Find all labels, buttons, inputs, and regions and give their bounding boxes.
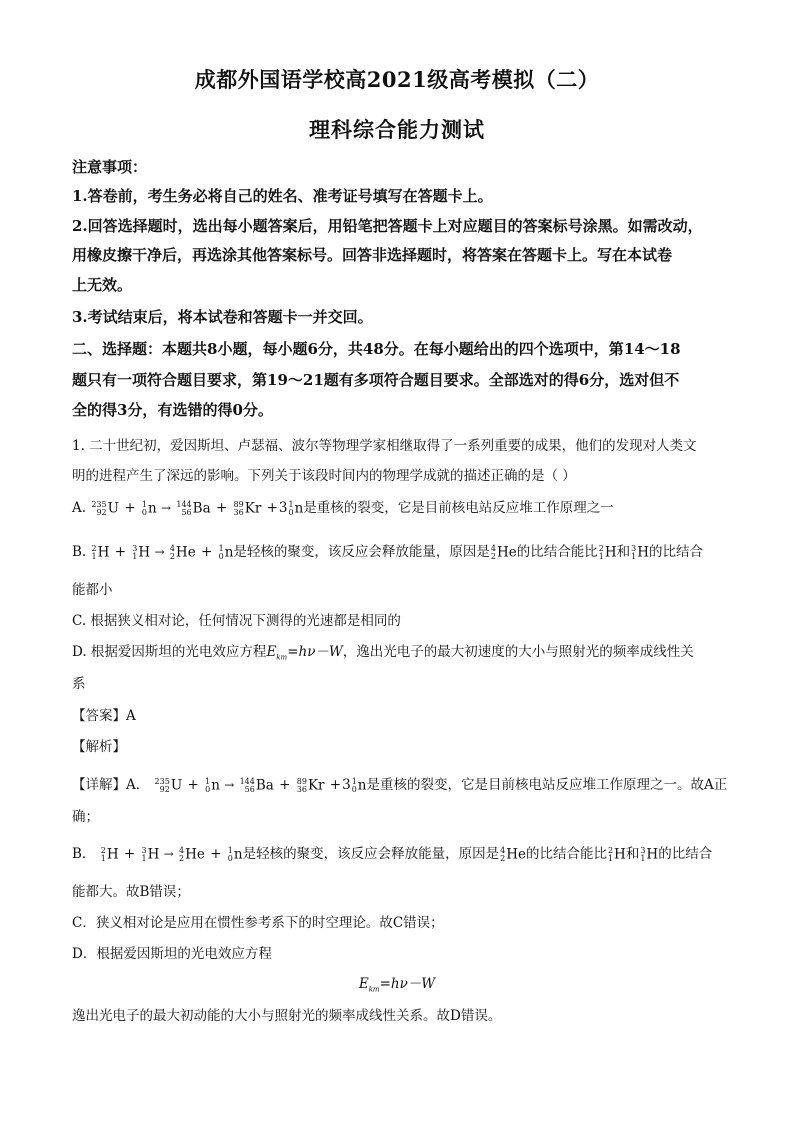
exam-title: 成都外国语学校高2021级高考模拟（二） [194,67,600,92]
option-d: D. 根据爱因斯坦的光电效应方程$E_{km}=h\nu-W$，逸出光电子的最大初速度的大小与照射光的频率成线性关 [72,644,694,662]
exam-subtitle: 理科综合能力测试 [309,117,485,142]
nuclide-he4: 4 2 He [169,543,196,561]
notice-item-2-line-2: 用橡皮擦干净后，再选涂其他答案标号。回答非选择题时，将答案在答题卡上。写在本试卷 [72,246,673,264]
section-instructions-line-2: 题只有一项符合题目要求，第19～21题有多项符合题目要求。全部选对的得6分，选对但不 [72,371,680,389]
nuclide-h2: 2 1 H [91,543,110,561]
option-b-line-2: 能都小 [72,582,113,598]
detail-d-conclusion: 逸出光电子的最大初动能的大小与照射光的频率成线性关系。故D错误。 [72,1008,502,1024]
formula-ekm: $E_{km}=h\nu-W$ [358,976,436,994]
nuclide-h2: 2 1 H [607,845,626,863]
nuclide-neutron: 1 0 n [141,499,157,517]
section-instructions-line-3: 全的得3分，有选错的得0分。 [72,401,273,419]
nuclide-u235: 235 92 U [91,499,120,517]
arrow-icon: → [163,847,174,861]
nuclide-he4: 4 2 He [490,543,517,561]
nuclide-neutron: 1 0 n [351,776,367,794]
nuclide-neutron: 1 0 n [288,499,304,517]
nuclide-ba144: 144 56 Ba [239,776,274,794]
nuclide-neutron: 1 0 n [227,845,243,863]
detail-a-line-2: 确； [72,809,99,825]
nuclide-h2: 2 1 H [598,543,617,561]
detail-a: 【详解】A． 235 92 U + 1 0 n → 144 56 Ba + 89 36 Kr +3 1 0 n是重核的裂变，它是目前核电站反应堆工作原理之一。故A正 [72,776,728,794]
arrow-icon: → [154,545,165,559]
nuclide-kr89: 89 36 Kr [296,776,325,794]
nuclide-neutron: 1 0 n [218,543,234,561]
nuclide-kr89: 89 36 Kr [233,499,262,517]
option-a-prefix: A. [72,500,87,516]
analysis-label: 【解析】 [72,739,126,755]
detail-d: D．根据爱因斯坦的光电效应方程 [72,946,272,962]
nuclide-h3: 3 1 H [640,845,659,863]
arrow-icon: → [224,778,235,792]
option-d-line-2: 系 [72,676,86,692]
option-b: B. 2 1 H + 3 1 H → 4 2 He + 1 0 n是轻核的聚变，该反应会释放能量，原因是 4 2 He的比结合能比 2 1 H和 3 1 H的比结合 [72,543,703,561]
option-a-text: 是重核的裂变，它是目前核电站反应堆工作原理之一 [303,500,614,516]
question-stem-line-1: 1. 二十世纪初，爱因斯坦、卢瑟福、波尔等物理学家相继取得了一系列重要的成果，他们的发现对人类文 [72,438,697,454]
notice-item-2-line-3: 上无效。 [72,276,133,294]
nuclide-h2: 2 1 H [100,845,119,863]
arrow-icon: → [161,501,172,515]
detail-b: B． 2 1 H + 3 1 H → 4 2 He + 1 0 n是轻核的聚变，该反应会释放能量，原因是 4 2 He的比结合能比 2 1 H和 3 1 H的比结合 [72,845,713,863]
detail-c: C．狭义相对论是应用在惯性参考系下的时空理论。故C错误； [72,915,444,931]
option-a: A. 235 92 U + 1 0 n → 144 56 Ba + 89 36 Kr +3 1 0 n是重核的裂变，它是目前核电站反应堆工作原理之一 [72,499,614,517]
nuclide-h3: 3 1 H [631,543,649,561]
question-stem-line-2: 明的进程产生了深远的影响。下列关于该段时间内的物理学成就的描述正确的是（ ） [72,468,576,484]
nuclide-neutron: 1 0 n [205,776,220,794]
notice-heading: 注意事项： [72,158,148,176]
notice-item-2-line-1: 2.回答选择题时，选出每小题答案后，用铅笔把答题卡上对应题目的答案标号涂黑。如需改动， [72,217,703,235]
notice-item-1: 1.答卷前，考生务必将自己的姓名、准考证号填写在答题卡上。 [72,187,493,205]
equation-ekm: $E_{km}=h\nu-W$ [266,644,343,662]
option-c: C. 根据狭义相对论，任何情况下测得的光速都是相同的 [72,613,401,629]
nuclide-h3: 3 1 H [132,543,151,561]
nuclide-ba144: 144 56 Ba [176,499,211,517]
option-b-prefix: B. [72,544,87,560]
answer-label: 【答案】A [72,708,136,724]
notice-item-3: 3.考试结束后，将本试卷和答题卡一并交回。 [72,308,373,326]
detail-b-line-2: 能都大。故B错误； [72,884,190,900]
nuclide-he4: 4 2 He [179,845,205,863]
nuclide-he4: 4 2 He [500,845,526,863]
nuclide-h3: 3 1 H [141,845,160,863]
nuclide-u235: 235 92 U [154,776,183,794]
section-instructions-line-1: 二、选择题：本题共8小题，每小题6分，共48分。在每小题给出的四个选项中，第14～18 [72,340,681,358]
